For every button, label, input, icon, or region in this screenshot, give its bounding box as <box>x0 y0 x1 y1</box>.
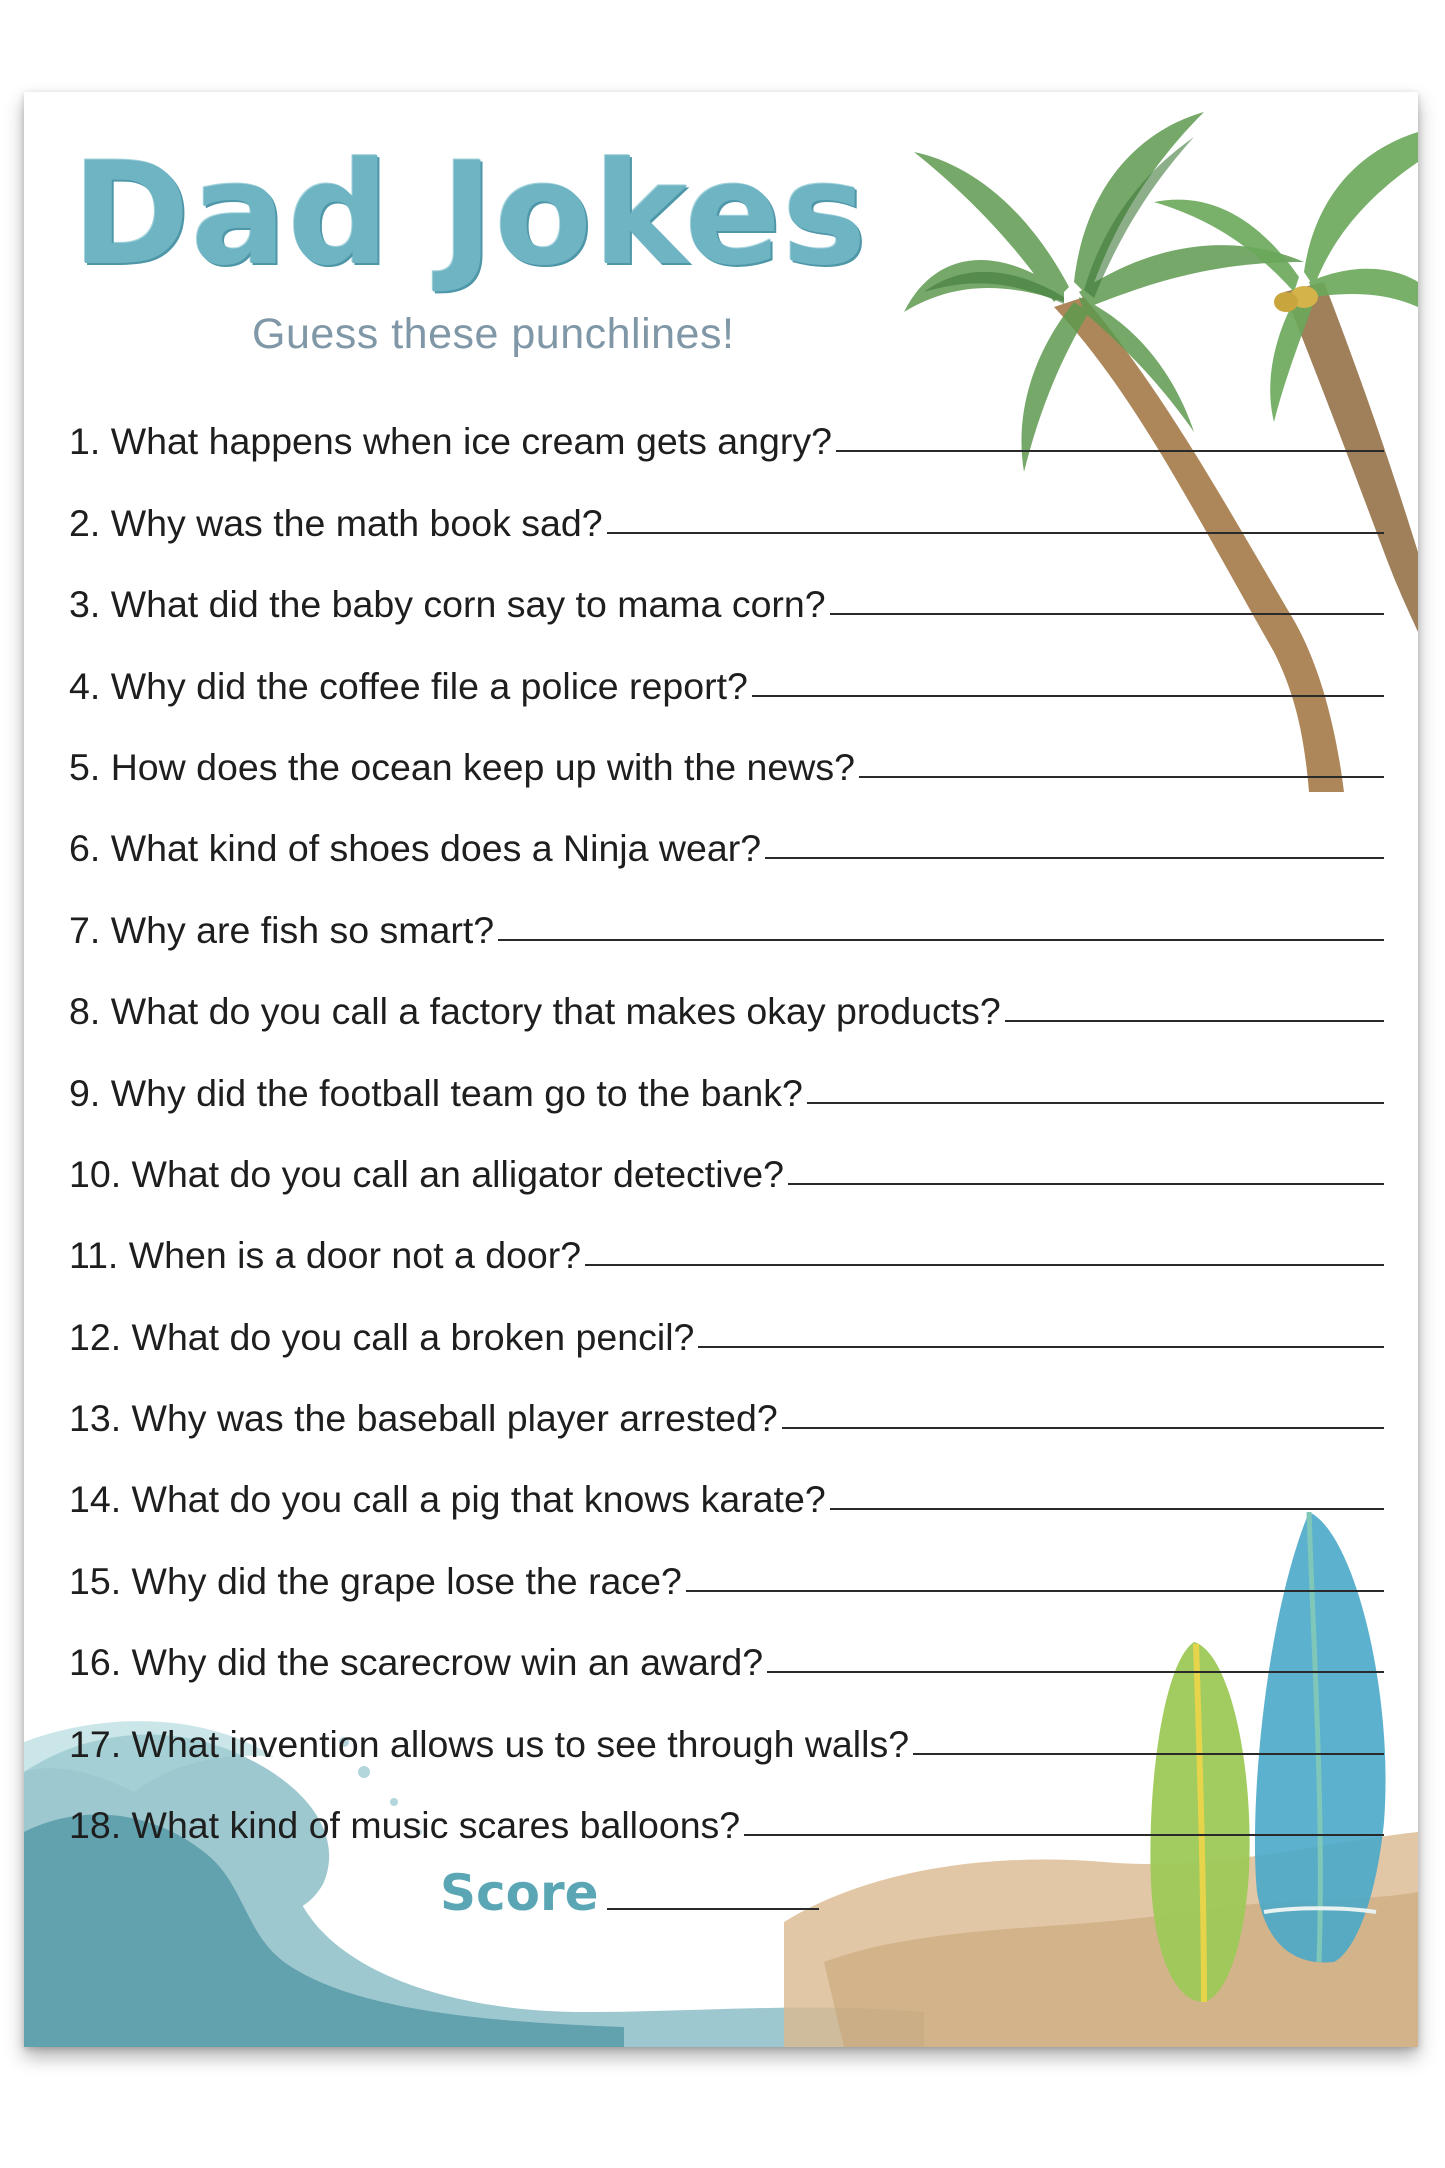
answer-line[interactable] <box>830 612 1384 615</box>
answer-line[interactable] <box>782 1426 1384 1429</box>
question-text: 7. Why are fish so smart? <box>69 908 495 951</box>
question-row <box>69 1115 1384 1196</box>
answer-line[interactable] <box>807 1101 1384 1104</box>
question-text: 3. What did the baby corn say to mama corn? <box>69 583 826 626</box>
answer-line[interactable] <box>830 1507 1384 1510</box>
question-text: 15. Why did the grape lose the race? <box>69 1559 682 1602</box>
question-row <box>69 1684 1384 1765</box>
question-row <box>69 1033 1384 1114</box>
question-row <box>69 870 1384 951</box>
answer-line[interactable] <box>698 1345 1384 1348</box>
question-text: 9. Why did the football team go to the bank? <box>69 1071 803 1114</box>
answer-line[interactable] <box>859 775 1384 778</box>
score-field <box>440 1864 819 1922</box>
question-row <box>69 708 1384 789</box>
answer-line[interactable] <box>498 938 1384 941</box>
score-label: Score <box>440 1864 599 1922</box>
question-text: 11. When is a door not a door? <box>69 1234 582 1277</box>
question-row <box>69 1603 1384 1684</box>
question-text: 16. Why did the scarecrow win an award? <box>69 1641 764 1684</box>
question-row <box>69 952 1384 1033</box>
question-row <box>69 1521 1384 1602</box>
question-text: 2. Why was the math book sad? <box>69 501 603 544</box>
question-text: 1. What happens when ice cream gets angry? <box>69 420 832 463</box>
question-row <box>69 1359 1384 1440</box>
question-list <box>69 382 1384 1847</box>
answer-line[interactable] <box>913 1752 1384 1755</box>
game-card <box>24 92 1418 2047</box>
answer-line[interactable] <box>788 1182 1384 1185</box>
answer-line[interactable] <box>1005 1019 1384 1022</box>
question-row <box>69 626 1384 707</box>
answer-line[interactable] <box>765 856 1384 859</box>
answer-line[interactable] <box>607 531 1384 534</box>
question-text: 8. What do you call a factory that makes okay products? <box>69 990 1001 1033</box>
answer-line[interactable] <box>585 1263 1384 1266</box>
question-row <box>69 789 1384 870</box>
question-text: 10. What do you call an alligator detective? <box>69 1152 785 1195</box>
question-text: 4. Why did the coffee file a police report? <box>69 664 748 707</box>
answer-line[interactable] <box>686 1589 1384 1592</box>
question-row <box>69 1196 1384 1277</box>
question-text: 5. How does the ocean keep up with the news? <box>69 745 855 788</box>
question-text: 17. What invention allows us to see through walls? <box>69 1722 910 1765</box>
question-text: 18. What kind of music scares balloons? <box>69 1804 741 1847</box>
answer-line[interactable] <box>836 449 1384 452</box>
page-subtitle: Guess these punchlines! <box>252 310 735 358</box>
question-row <box>69 382 1384 463</box>
answer-line[interactable] <box>767 1670 1384 1673</box>
question-row <box>69 545 1384 626</box>
question-row <box>69 1440 1384 1521</box>
question-row <box>69 1277 1384 1358</box>
question-row <box>69 463 1384 544</box>
question-text: 12. What do you call a broken pencil? <box>69 1315 695 1358</box>
question-text: 14. What do you call a pig that knows karate? <box>69 1478 826 1521</box>
answer-line[interactable] <box>744 1833 1384 1836</box>
question-text: 13. Why was the baseball player arrested? <box>69 1397 778 1440</box>
question-row <box>69 1766 1384 1847</box>
page-title: Dad Jokes <box>72 132 868 297</box>
question-text: 6. What kind of shoes does a Ninja wear? <box>69 827 762 870</box>
score-line[interactable] <box>607 1908 819 1910</box>
answer-line[interactable] <box>752 694 1384 697</box>
